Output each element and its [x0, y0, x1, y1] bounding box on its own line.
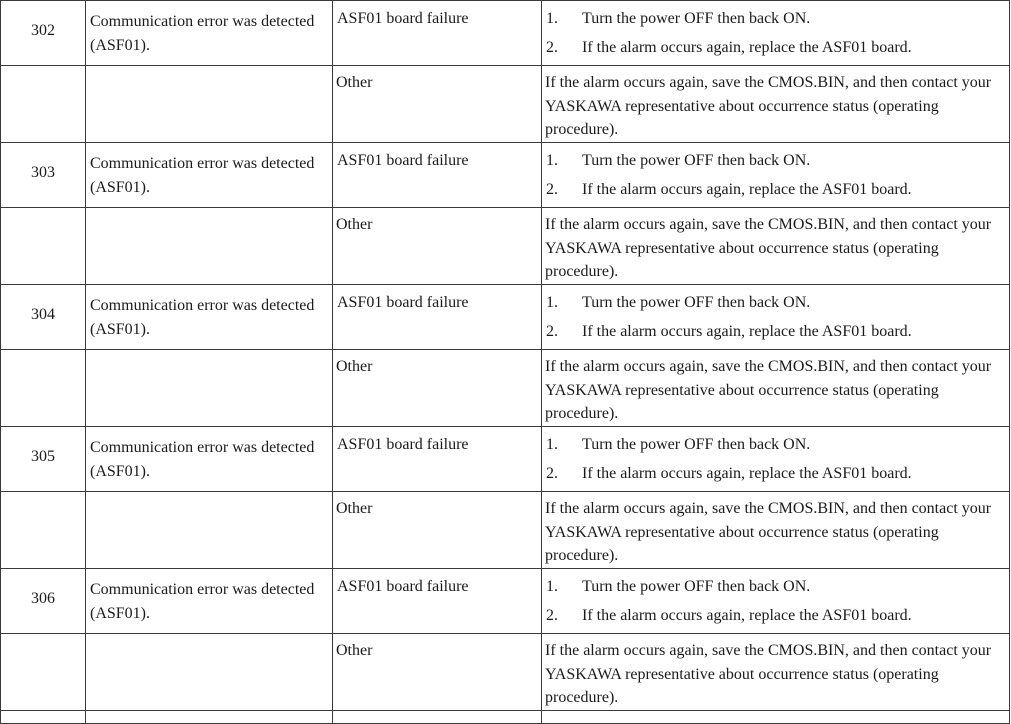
alarm-row [1, 285, 1010, 350]
alarm-code-cell [1, 569, 86, 634]
step-text: Turn the power OFF then back ON. [582, 10, 811, 27]
remedy-steps [542, 569, 1010, 634]
step-number: 2. [546, 181, 558, 198]
cause-other: Other [333, 208, 542, 285]
step-text: Turn the power OFF then back ON. [582, 294, 811, 311]
remedy-other: If the alarm occurs again, save the CMOS.BIN, and then contact your YASKAWA representative about occurrence status (operating procedure). [542, 350, 1010, 427]
step-text: Turn the power OFF then back ON. [582, 152, 811, 169]
remedy-step [546, 604, 1005, 633]
alarm-code: 306 [31, 590, 55, 608]
cause-board-failure: ASF01 board failure [333, 285, 542, 350]
empty-cell [1, 350, 86, 427]
remedy-step [546, 7, 1005, 36]
empty-cell [1, 492, 86, 569]
alarm-row-other [1, 350, 1010, 427]
remedy-other: If the alarm occurs again, save the CMOS.BIN, and then contact your YASKAWA representative about occurrence status (operating procedure). [542, 66, 1010, 143]
cause-other: Other [333, 492, 542, 569]
alarm-message: Communication error was detected (ASF01). [86, 569, 333, 634]
alarm-message: Communication error was detected (ASF01). [86, 1, 333, 66]
alarm-row [1, 1, 1010, 66]
cause-board-failure: ASF01 board failure [333, 569, 542, 634]
empty-cell [86, 492, 333, 569]
alarm-row-other [1, 208, 1010, 285]
empty-cell [1, 711, 86, 724]
alarm-message: Communication error was detected (ASF01). [86, 285, 333, 350]
step-number: 1. [546, 10, 558, 27]
alarm-row [1, 569, 1010, 634]
step-number: 2. [546, 323, 558, 340]
step-text: If the alarm occurs again, replace the ASF01 board. [582, 39, 912, 56]
remedy-steps [542, 427, 1010, 492]
alarm-row [1, 143, 1010, 208]
cause-other: Other [333, 350, 542, 427]
step-text: Turn the power OFF then back ON. [582, 578, 811, 595]
remedy-steps [542, 1, 1010, 66]
step-text: If the alarm occurs again, replace the ASF01 board. [582, 465, 912, 482]
remedy-other: If the alarm occurs again, save the CMOS.BIN, and then contact your YASKAWA representative about occurrence status (operating procedure). [542, 208, 1010, 285]
remedy-step [546, 575, 1005, 604]
alarm-row [1, 427, 1010, 492]
alarm-code-cell [1, 427, 86, 492]
remedy-step [546, 462, 1005, 491]
step-number: 2. [546, 607, 558, 624]
empty-cell [1, 208, 86, 285]
remedy-step [546, 433, 1005, 462]
empty-cell [333, 711, 542, 724]
alarm-row-other [1, 66, 1010, 143]
alarm-row-other [1, 634, 1010, 711]
remedy-other: If the alarm occurs again, save the CMOS.BIN, and then contact your YASKAWA representative about occurrence status (operating procedure). [542, 634, 1010, 711]
next-row-partial [1, 711, 1010, 724]
remedy-step [546, 178, 1005, 207]
empty-cell [1, 634, 86, 711]
alarm-row-other [1, 492, 1010, 569]
empty-cell [86, 634, 333, 711]
step-number: 1. [546, 578, 558, 595]
empty-cell [86, 350, 333, 427]
remedy-other: If the alarm occurs again, save the CMOS.BIN, and then contact your YASKAWA representative about occurrence status (operating procedure). [542, 492, 1010, 569]
cause-other: Other [333, 634, 542, 711]
remedy-step [546, 291, 1005, 320]
step-number: 2. [546, 39, 558, 56]
step-number: 1. [546, 294, 558, 311]
empty-cell [542, 711, 1010, 724]
step-text: If the alarm occurs again, replace the ASF01 board. [582, 181, 912, 198]
empty-cell [86, 208, 333, 285]
alarm-code: 305 [31, 448, 55, 466]
alarm-code-cell [1, 285, 86, 350]
alarm-code-cell [1, 1, 86, 66]
step-text: Turn the power OFF then back ON. [582, 436, 811, 453]
step-text: If the alarm occurs again, replace the ASF01 board. [582, 607, 912, 624]
alarm-message: Communication error was detected (ASF01). [86, 143, 333, 208]
cause-board-failure: ASF01 board failure [333, 427, 542, 492]
remedy-steps [542, 143, 1010, 208]
cause-other: Other [333, 66, 542, 143]
remedy-steps [542, 285, 1010, 350]
remedy-step [546, 149, 1005, 178]
remedy-step [546, 36, 1005, 65]
empty-cell [1, 66, 86, 143]
cause-board-failure: ASF01 board failure [333, 143, 542, 208]
empty-cell [86, 711, 333, 724]
alarm-message: Communication error was detected (ASF01). [86, 427, 333, 492]
alarm-code: 304 [31, 306, 55, 324]
alarm-code: 303 [31, 164, 55, 182]
step-number: 1. [546, 436, 558, 453]
empty-cell [86, 66, 333, 143]
alarm-table-body [1, 1, 1010, 724]
step-number: 1. [546, 152, 558, 169]
remedy-step [546, 320, 1005, 349]
alarm-code-cell [1, 143, 86, 208]
alarm-code: 302 [31, 22, 55, 40]
step-number: 2. [546, 465, 558, 482]
step-text: If the alarm occurs again, replace the ASF01 board. [582, 323, 912, 340]
cause-board-failure: ASF01 board failure [333, 1, 542, 66]
